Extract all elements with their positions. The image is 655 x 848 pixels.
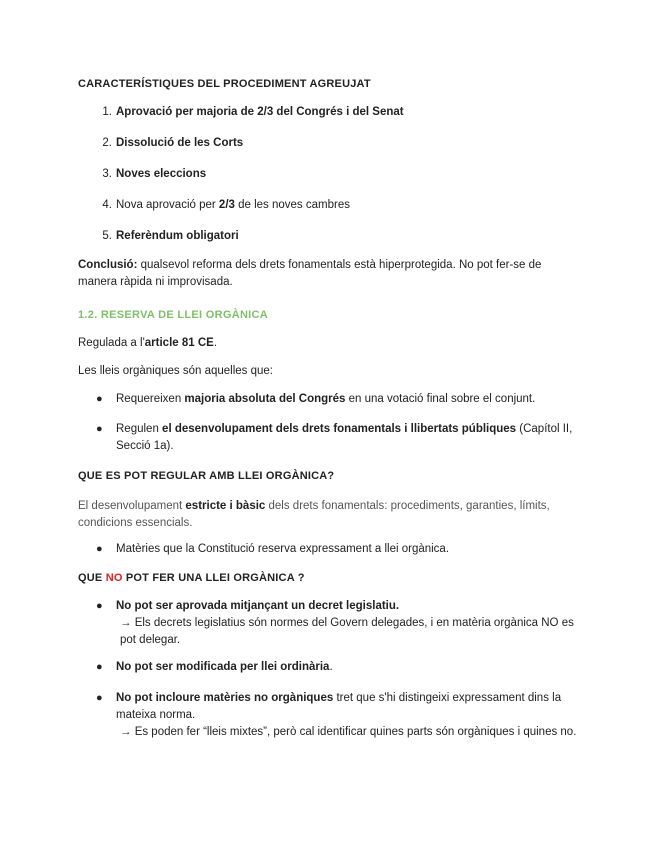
paragraph-text: El desenvolupament (78, 500, 186, 512)
bullet-text: Regulen (116, 423, 163, 435)
bullet-icon: ● (96, 543, 103, 555)
list-item-text: Nova aprovació per (116, 199, 219, 211)
list-item-text: Aprovació per majoria de 2/3 del Congrés i del Senat (116, 106, 404, 118)
intro-paragraph: Les lleis orgàniques són aquelles que: (78, 365, 273, 377)
list-item-text: Noves eleccions (116, 168, 207, 180)
conclusion-paragraph (78, 257, 578, 291)
list-item-text: Referèndum obligatori (116, 230, 239, 242)
bullet-icon: ● (96, 692, 103, 704)
list-number: 3. (102, 168, 112, 180)
section-title-regular: QUE ES POT REGULAR AMB LLEI ORGÀNICA? (78, 470, 335, 482)
paragraph-bold: article 81 CE (144, 337, 214, 349)
bullet-text: Matèries que la Constitució reserva expressament a llei orgànica. (116, 543, 450, 555)
bullet-text: . (329, 661, 333, 673)
bullet-text: Requereixen (116, 393, 185, 405)
list-item-text: Dissolució de les Corts (116, 137, 244, 149)
title-highlight: NO (105, 572, 123, 584)
bullet-detail: → Els decrets legislatius són normes del Govern delegades, i en matèria orgànica NO es pot delegar. (120, 617, 574, 646)
bullet-text: en una votació final sobre el conjunt. (345, 393, 536, 405)
paragraph-text: . (213, 337, 218, 349)
title-text: QUE (78, 572, 106, 584)
list-item-bold: 2/3 (218, 199, 235, 211)
develop-paragraph (78, 498, 578, 532)
list-number: 1. (102, 106, 112, 118)
conclusion-label: Conclusió: (78, 259, 138, 271)
bullet-bold: No pot ser aprovada mitjançant un decret legislatiu. (116, 600, 400, 612)
bullet-bold: No pot ser modificada per llei ordinària (116, 661, 330, 673)
bullet-icon: ● (96, 393, 103, 405)
section-title-no-pot (78, 570, 578, 587)
bullet-icon: ● (96, 423, 103, 435)
list-item-text: de les noves cambres (234, 199, 350, 211)
conclusion-text: qualsevol reforma dels drets fonamentals està hiperprotegida. No pot fer-se de manera ràpida ni improvisada. (78, 259, 542, 288)
bullet-icon: ● (96, 600, 103, 612)
bullet-bold: majoria absoluta del Congrés (184, 393, 346, 405)
bullet-bold: el desenvolupament dels drets fonamentals i llibertats públiques (162, 423, 517, 435)
section-title-procediment: CARACTERÍSTIQUES DEL PROCEDIMENT AGREUJAT (78, 78, 371, 90)
title-text: POT FER UNA LLEI ORGÀNICA ? (122, 572, 305, 584)
list-number: 2. (102, 137, 112, 149)
section-title-reserva: 1.2. RESERVA DE LLEI ORGÀNICA (78, 309, 269, 321)
list-number: 5. (102, 230, 112, 242)
paragraph-text: Regulada a l' (78, 337, 145, 349)
bullet-detail: → Es poden fer “lleis mixtes”, però cal identificar quines parts són orgàniques i quines no. (120, 726, 577, 738)
bullet-icon: ● (96, 661, 103, 673)
bullet-bold: No pot incloure matèries no orgàniques (116, 692, 334, 704)
list-number: 4. (102, 199, 112, 211)
paragraph-text: dels drets fonamentals: procediments, garanties, límits, condicions essencials. (78, 500, 550, 529)
bullet-text: tret que s'hi distingeixi expressament dins la mateixa norma. (116, 692, 562, 721)
bullet-text: (Capítol II, Secció 1a). (116, 423, 573, 452)
paragraph-bold: estricte i bàsic (185, 500, 266, 512)
regulated-paragraph (78, 335, 578, 352)
